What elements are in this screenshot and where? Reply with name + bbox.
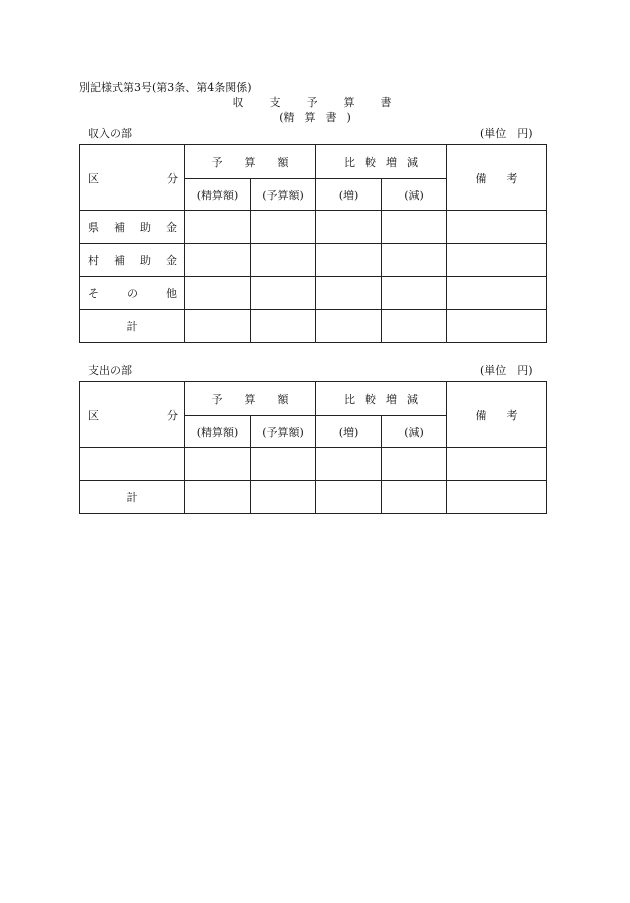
expense-seisan-subheader: (精算額) <box>185 416 251 448</box>
cell-expense-total-yosan <box>251 481 316 514</box>
expense-biko-header: 備考 <box>447 382 547 448</box>
document-subtitle <box>0 109 630 125</box>
zou-subheader: (増) <box>316 179 382 211</box>
gen-subheader: (減) <box>382 179 447 211</box>
cell-ken-gen <box>382 211 447 244</box>
income-table <box>79 144 547 343</box>
cell-expense-total-seisan <box>185 481 251 514</box>
row-label-sonota: そ の 他 <box>80 277 185 310</box>
cell-income-total-gen <box>382 310 447 343</box>
cell-income-total-zou <box>316 310 382 343</box>
form-label: 別記様式第3号(第3条、第4条関係) <box>79 81 252 94</box>
expense-gen-subheader: (減) <box>382 416 447 448</box>
kubun-header <box>80 145 185 211</box>
cell-expense-total-biko <box>447 481 547 514</box>
cell-ken-seisan <box>185 211 251 244</box>
cell-sonota-yosan <box>251 277 316 310</box>
cell-son-biko <box>447 244 547 277</box>
cell-son-seisan <box>185 244 251 277</box>
expense-yosan-subheader: (予算額) <box>251 416 316 448</box>
cell-income-total-yosan <box>251 310 316 343</box>
cell-expense-total-gen <box>382 481 447 514</box>
subtitle-open-paren: ( <box>279 111 284 124</box>
subtitle-text: 精算書 <box>283 111 347 124</box>
subtitle-close-paren: ) <box>346 111 351 124</box>
expense-yosan-header: 予算額 <box>185 382 316 416</box>
biko-header: 備考 <box>447 145 547 211</box>
expense-section-title: 支出の部 <box>88 364 132 377</box>
cell-expense-blank-gen <box>382 448 447 481</box>
expense-table <box>79 381 547 514</box>
row-label-expense-total: 計 <box>80 481 185 514</box>
expense-row-blank-label <box>80 448 185 481</box>
cell-income-total-seisan <box>185 310 251 343</box>
income-unit-label: (単位 円) <box>480 127 533 140</box>
row-label-son-hojokin: 村 補 助 金 <box>80 244 185 277</box>
kubun-header-right: 分 <box>167 171 178 185</box>
expense-zou-subheader: (増) <box>316 416 382 448</box>
cell-son-zou <box>316 244 382 277</box>
document-title: 収支予算書 <box>232 96 418 109</box>
cell-expense-total-zou <box>316 481 382 514</box>
cell-son-yosan <box>251 244 316 277</box>
seisan-subheader: (精算額) <box>185 179 251 211</box>
cell-expense-blank-seisan <box>185 448 251 481</box>
cell-ken-yosan <box>251 211 316 244</box>
expense-kubun-header-left: 区 <box>88 408 99 422</box>
row-label-ken-hojokin: 県 補 助 金 <box>80 211 185 244</box>
cell-expense-blank-zou <box>316 448 382 481</box>
cell-expense-blank-yosan <box>251 448 316 481</box>
kubun-header-left: 区 <box>88 171 99 185</box>
cell-ken-zou <box>316 211 382 244</box>
hikaku-header: 比較増減 <box>316 145 447 179</box>
cell-income-total-biko <box>447 310 547 343</box>
yosan-subheader: (予算額) <box>251 179 316 211</box>
row-label-income-total: 計 <box>80 310 185 343</box>
cell-sonota-biko <box>447 277 547 310</box>
expense-kubun-header <box>80 382 185 448</box>
expense-kubun-header-right: 分 <box>167 408 178 422</box>
cell-expense-blank-biko <box>447 448 547 481</box>
cell-sonota-zou <box>316 277 382 310</box>
yosan-header: 予算額 <box>185 145 316 179</box>
expense-hikaku-header: 比較増減 <box>316 382 447 416</box>
cell-ken-biko <box>447 211 547 244</box>
cell-sonota-seisan <box>185 277 251 310</box>
expense-unit-label: (単位 円) <box>480 364 533 377</box>
income-section-title: 収入の部 <box>88 127 132 140</box>
cell-son-gen <box>382 244 447 277</box>
cell-sonota-gen <box>382 277 447 310</box>
